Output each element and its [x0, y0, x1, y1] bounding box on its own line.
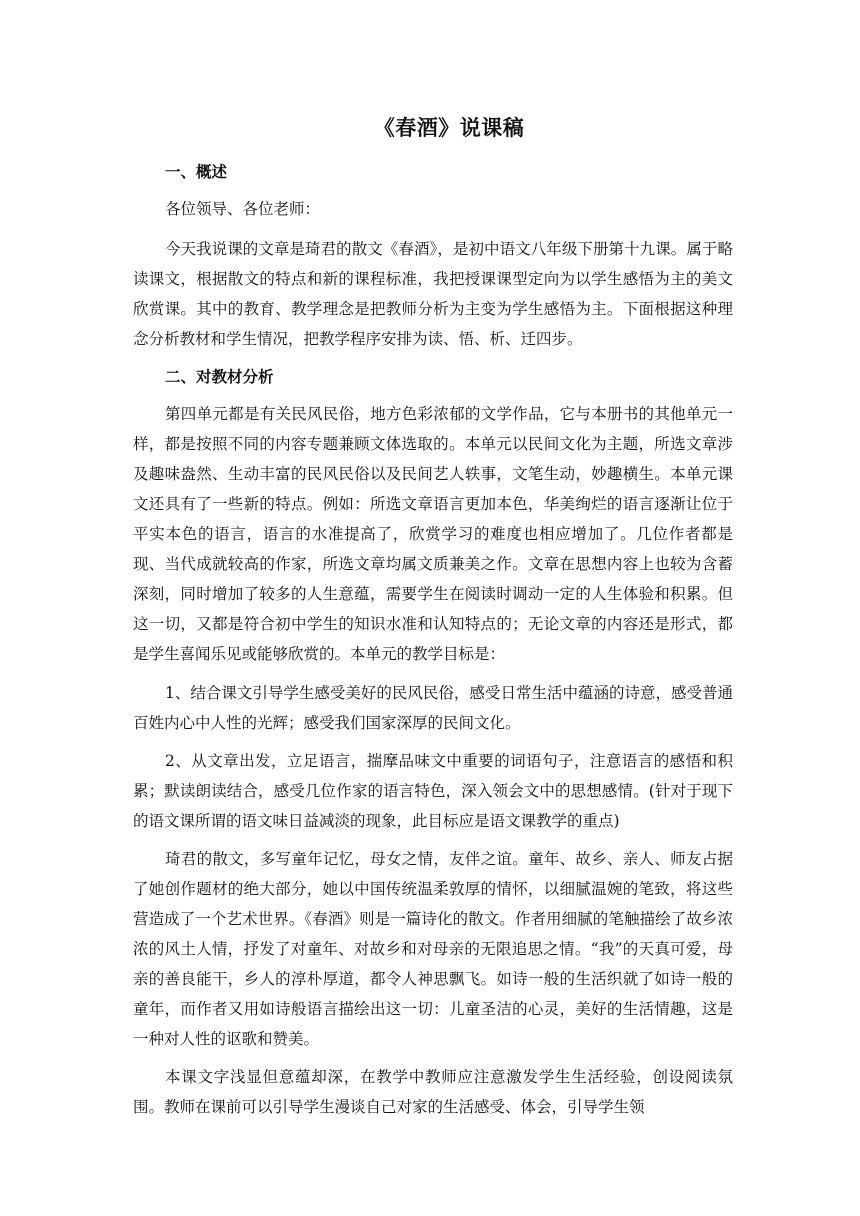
document-body — [133, 112, 733, 1122]
teaching-paragraph: 本课文字浅显但意蕴却深，在教学中教师应注意激发学生生活经验，创设阅读氛围。教师在课前可以引导学生漫谈自己对家的生活感受、体会，引导学生领 — [133, 1068, 733, 1116]
intro-paragraph: 今天我说课的文章是琦君的散文《春酒》，是初中语文八年级下册第十九课。属于略读课文，根据散文的特点和新的课程标准，我把授课课型定向为以学生感悟为主的美文欣赏课。其中的教育、教学理念是把教师分析为主变为学生感悟为主。下面根据这种理念分析教材和学生情况，把教学程序安排为读、悟、析、迁四步。 — [133, 240, 733, 348]
section-heading-analysis: 二、对教材分析 — [165, 367, 274, 386]
greeting-paragraph: 各位领导、各位老师： — [165, 200, 321, 218]
document-title: 《春酒》说课稿 — [373, 115, 525, 140]
goal-2-paragraph: 2、从文章出发，立足语言，揣摩品味文中重要的词语句子，注意语言的感悟和积累；默读朗读结合，感受几位作家的语言特色，深入领会文中的思想感情。(针对于现下的语文课所谓的语文味日益减淡的现象，此目标应是语文课教学的重点) — [133, 752, 733, 830]
author-paragraph: 琦君的散文，多写童年记忆，母女之情，友伴之谊。童年、故乡、亲人、师友占据了她创作题材的绝大部分，她以中国传统温柔敦厚的情怀，以细腻温婉的笔致，将这些营造成了一个艺术世界。《春酒》则是一篇诗化的散文。作者用细腻的笔触描绘了故乡浓浓的风土人情，抒发了对童年、对故乡和对母亲的无限追思之情。“我”的天真可爱，母亲的善良能干，乡人的淳朴厚道，都令人神思飘飞。如诗一般的生活织就了如诗一般的童年，而作者又用如诗般语言描绘出这一切：儿童圣洁的心灵，美好的生活情趣，这是一种对人性的讴歌和赞美。 — [133, 850, 733, 1048]
goal-1-paragraph: 1、结合课文引导学生感受美好的民风民俗，感受日常生活中蕴涵的诗意，感受普通百姓内心中人性的光辉；感受我们国家深厚的民间文化。 — [133, 684, 733, 732]
section-heading-overview: 一、概述 — [165, 162, 228, 181]
analysis-paragraph: 第四单元都是有关民风民俗，地方色彩浓郁的文学作品，它与本册书的其他单元一样，都是按照不同的内容专题兼顾文体选取的。本单元以民间文化为主题，所选文章涉及趣味盎然、生动丰富的民风民俗以及民间艺人轶事，文笔生动，妙趣横生。本单元课文还具有了一些新的特点。例如：所选文章语言更加本色，华美绚烂的语言逐渐让位于平实本色的语言，语言的水准提高了，欣赏学习的难度也相应增加了。几位作者都是现、当代成就较高的作家，所选文章均属文质兼美之作。文章在思想内容上也较为含蓄深刻，同时增加了较多的人生意蕴，需要学生在阅读时调动一定的人生体验和积累。但这一切，又都是符合初中学生的知识水准和认知特点的；无论文章的内容还是形式，都是学生喜闻乐见或能够欣赏的。本单元的教学目标是： — [133, 405, 733, 663]
